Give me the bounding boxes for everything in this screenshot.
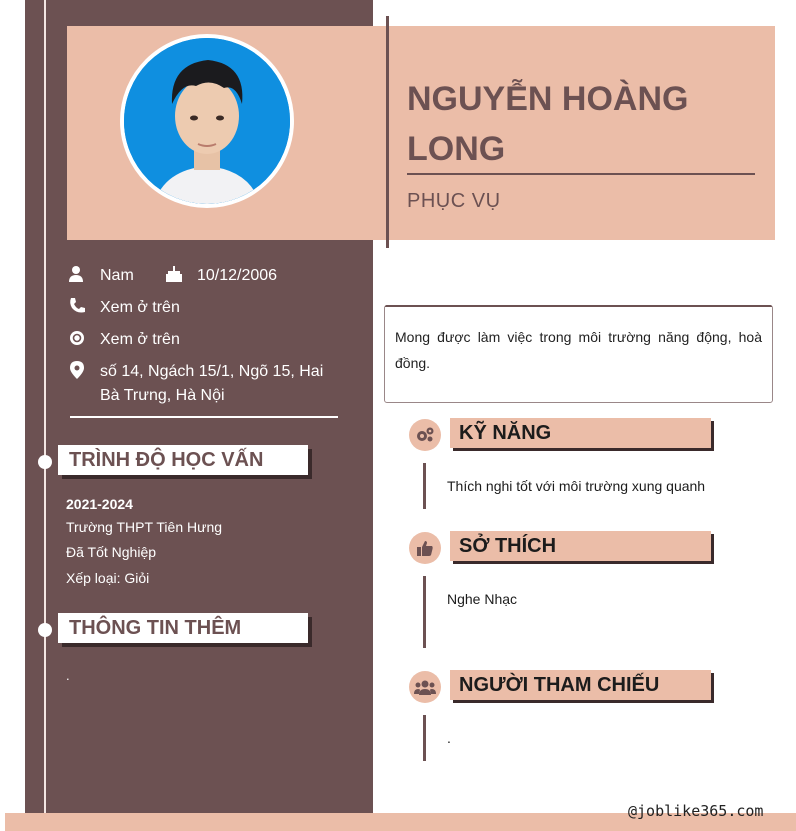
avatar xyxy=(120,34,294,208)
references-line xyxy=(423,715,426,761)
phone-row xyxy=(67,296,180,320)
address-value: số 14, Ngách 15/1, Ngõ 15, Hai Bà Trưng, Hà Nội xyxy=(100,363,324,404)
additional-header xyxy=(58,613,308,643)
objective-top-border xyxy=(385,305,772,307)
candidate-name: NGUYỄN HOÀNG LONG xyxy=(407,80,689,168)
hobbies-header xyxy=(450,531,711,561)
job-title: PHỤC VỤ xyxy=(407,190,501,212)
birthday-cake-icon xyxy=(164,264,184,284)
hobbies-text: Nghe Nhạc xyxy=(447,591,518,607)
education-rank: Xếp loại: Giỏi xyxy=(66,570,150,586)
map-pin-icon xyxy=(67,360,87,380)
education-status: Đã Tốt Nghiệp xyxy=(66,544,157,560)
education-header xyxy=(58,445,308,475)
skills-header xyxy=(450,418,711,448)
skills-title: KỸ NĂNG xyxy=(459,422,552,444)
education-school: Trường THPT Tiên Hưng xyxy=(66,519,223,535)
users-icon xyxy=(409,671,441,703)
watermark: @joblike365.com xyxy=(628,802,764,820)
info-separator xyxy=(70,416,338,418)
phone-icon xyxy=(67,296,87,316)
timeline-dot xyxy=(38,623,52,637)
gears-icon xyxy=(409,419,441,451)
additional-text: . xyxy=(66,668,70,683)
address-row xyxy=(67,360,327,408)
hobbies-title: SỞ THÍCH xyxy=(459,535,557,557)
skills-line xyxy=(423,463,426,509)
email-value: Xem ở trên xyxy=(100,331,180,348)
gender-row xyxy=(67,264,134,288)
objective-box xyxy=(384,305,773,403)
birthday-value: 10/12/2006 xyxy=(197,267,278,284)
email-row xyxy=(67,328,180,352)
gender-value: Nam xyxy=(100,267,134,284)
sidebar-rule xyxy=(44,0,46,831)
skills-text: Thích nghi tốt với môi trường xung quanh xyxy=(447,478,706,494)
name-underline xyxy=(407,173,755,175)
hobbies-line xyxy=(423,576,426,648)
objective-text: Mong được làm việc trong môi trường năng động, hoà đồng. xyxy=(395,329,762,371)
additional-title: THÔNG TIN THÊM xyxy=(69,617,242,639)
references-text: . xyxy=(447,730,451,746)
at-sign-icon xyxy=(67,328,87,348)
thumbs-up-icon xyxy=(409,532,441,564)
phone-value: Xem ở trên xyxy=(100,299,180,316)
birthday-row xyxy=(164,264,277,288)
education-years: 2021-2024 xyxy=(66,496,133,512)
references-title: NGƯỜI THAM CHIẾU xyxy=(459,674,660,696)
header-divider xyxy=(386,16,389,248)
user-icon xyxy=(67,264,87,284)
references-header xyxy=(450,670,711,700)
timeline-dot xyxy=(38,455,52,469)
education-title: TRÌNH ĐỘ HỌC VẤN xyxy=(69,449,264,471)
